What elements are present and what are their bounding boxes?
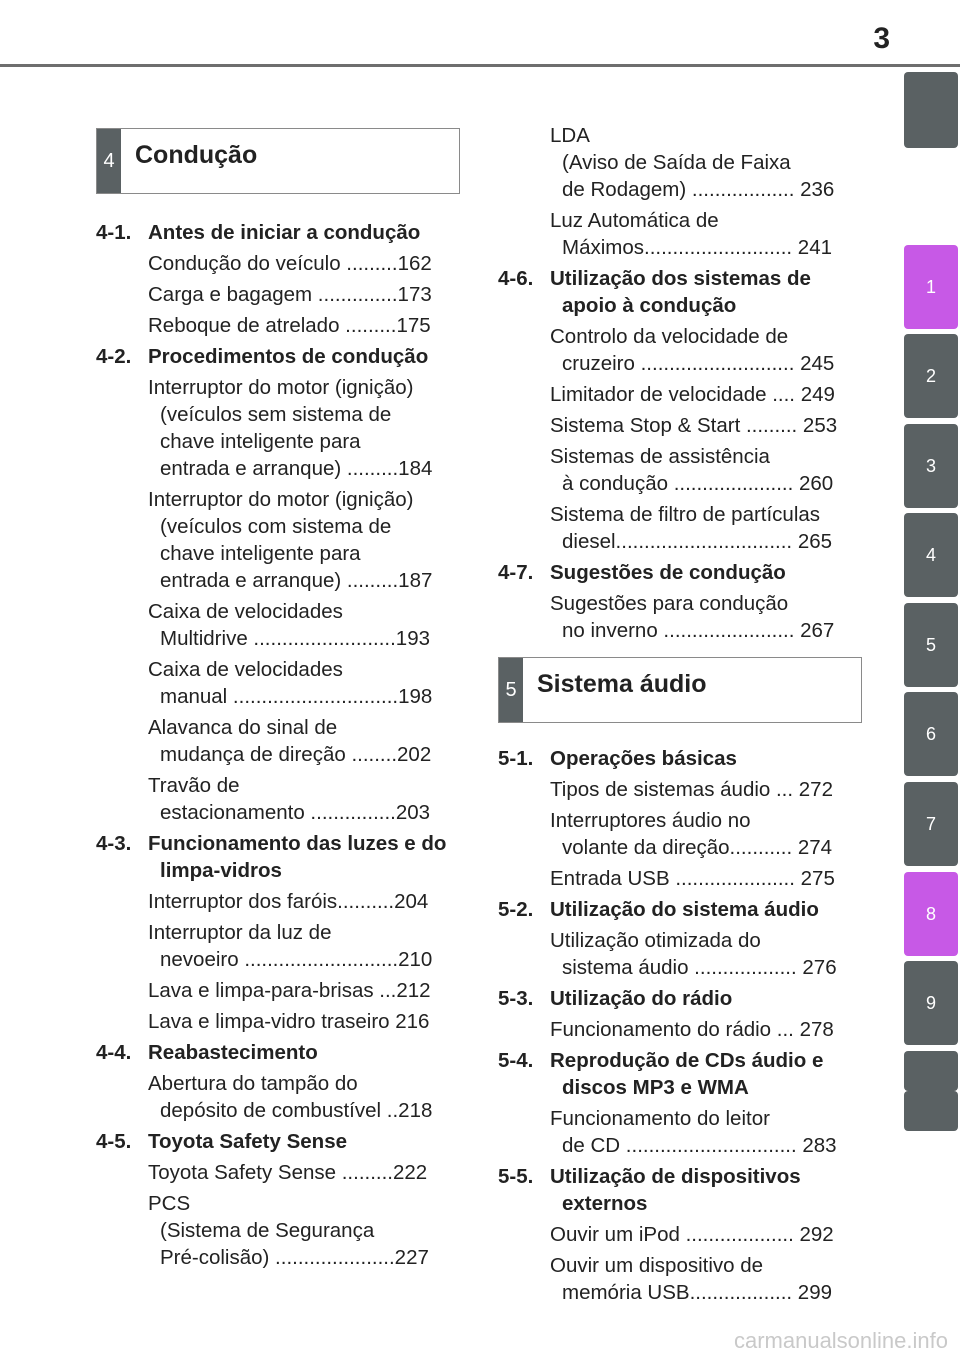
subsection-title-line: limpa-vidros (160, 859, 282, 882)
item-text-line: Máximos.......................... 241 (562, 236, 832, 259)
toc-item[interactable] (96, 888, 518, 915)
toc-item[interactable] (498, 1252, 910, 1306)
item-text-line: cruzeiro ........................... 245 (562, 352, 835, 375)
subsection-title-line: Reprodução de CDs áudio e (550, 1049, 824, 1072)
toc-subsection[interactable] (498, 559, 858, 586)
subsection-number: 5-5. (498, 1165, 534, 1188)
item-text-line: Funcionamento do leitor (550, 1107, 770, 1130)
toc-subsection[interactable] (96, 1128, 466, 1155)
subsection-number: 4-3. (96, 832, 132, 855)
item-text-line: Funcionamento do rádio ... 278 (550, 1018, 834, 1041)
item-text-line: de CD .............................. 283 (562, 1134, 837, 1157)
chapter-tab-5[interactable]: 5 (904, 603, 958, 687)
subsection-title-line: externos (562, 1192, 648, 1215)
toc-subsection[interactable] (498, 896, 858, 923)
subsection-title-line: Utilização do rádio (550, 987, 733, 1010)
toc-item[interactable] (498, 776, 910, 803)
item-text-line: depósito de combustível ..218 (160, 1099, 433, 1122)
toc-item[interactable] (96, 772, 518, 826)
chapter-tab-8[interactable]: 8 (904, 872, 958, 956)
chapter-tab-7[interactable]: 7 (904, 782, 958, 866)
item-text-line: Interruptor da luz de (148, 921, 332, 944)
toc-subsection[interactable] (498, 1047, 858, 1101)
item-text-line: Interruptor do motor (ignição) (148, 376, 414, 399)
toc-item[interactable] (498, 807, 910, 861)
item-text-line: Controlo da velocidade de (550, 325, 789, 348)
toc-item[interactable] (498, 323, 910, 377)
chapter-tab-1[interactable]: 1 (904, 245, 958, 329)
toc-item[interactable] (498, 1016, 910, 1043)
item-text-line: sistema áudio .................. 276 (562, 956, 837, 979)
section-title: Sistema áudio (537, 670, 707, 698)
toc-subsection[interactable] (96, 1039, 466, 1066)
item-text-line: mudança de direção ........202 (160, 743, 432, 766)
chapter-tab-blank[interactable] (904, 1051, 958, 1091)
item-text-line: Interruptor dos faróis..........204 (148, 890, 429, 913)
chapter-tab-4[interactable]: 4 (904, 513, 958, 597)
item-text-line: Ouvir um iPod ................... 292 (550, 1223, 834, 1246)
toc-item[interactable] (498, 1221, 910, 1248)
item-text-line: Reboque de atrelado .........175 (148, 314, 431, 337)
item-text-line: Caixa de velocidades (148, 600, 343, 623)
subsection-number: 5-2. (498, 898, 534, 921)
item-text-line: Ouvir um dispositivo de (550, 1254, 764, 1277)
subsection-title-line: apoio à condução (562, 294, 737, 317)
item-text-line: Caixa de velocidades (148, 658, 343, 681)
item-text-line: Pré-colisão) .....................227 (160, 1246, 429, 1269)
toc-item[interactable] (96, 312, 518, 339)
item-text-line: Lava e limpa-para-brisas ...212 (148, 979, 431, 1002)
subsection-number: 5-4. (498, 1049, 534, 1072)
subsection-title-line: Utilização de dispositivos (550, 1165, 801, 1188)
item-text-line: no inverno ....................... 267 (562, 619, 835, 642)
toc-item[interactable] (96, 977, 518, 1004)
toc-item[interactable] (498, 207, 910, 261)
item-text-line: (veículos com sistema de (160, 515, 392, 538)
item-text-line: Sugestões para condução (550, 592, 789, 615)
subsection-title-line: Utilização do sistema áudio (550, 898, 819, 921)
section-title: Condução (135, 141, 258, 169)
subsection-number: 4-7. (498, 561, 534, 584)
item-text-line: Abertura do tampão do (148, 1072, 358, 1095)
item-text-line: Limitador de velocidade .... 249 (550, 383, 835, 406)
watermark: carmanualsonline.info (733, 1328, 948, 1353)
section-number: 4 (97, 129, 121, 193)
item-text-line: manual .............................198 (160, 685, 433, 708)
item-text-line: Interruptores áudio no (550, 809, 751, 832)
item-text-line: entrada e arranque) .........187 (160, 569, 433, 592)
item-text-line: (Aviso de Saída de Faixa (562, 151, 791, 174)
item-text-line: Luz Automática de (550, 209, 719, 232)
item-text-line: (Sistema de Segurança (160, 1219, 375, 1242)
chapter-tab-2[interactable]: 2 (904, 334, 958, 418)
item-text-line: de Rodagem) .................. 236 (562, 178, 835, 201)
chapter-tab-6[interactable]: 6 (904, 692, 958, 776)
item-text-line: volante da direção........... 274 (562, 836, 833, 859)
toc-item[interactable] (498, 443, 910, 497)
item-text-line: chave inteligente para (160, 542, 361, 565)
toc-item[interactable] (96, 714, 518, 768)
item-text-line: Carga e bagagem ..............173 (148, 283, 432, 306)
toc-item[interactable] (498, 122, 910, 203)
toc-item[interactable] (96, 1190, 518, 1271)
toc-subsection[interactable] (498, 265, 858, 319)
section-header-conducao (96, 128, 460, 194)
item-text-line: PCS (148, 1192, 191, 1215)
subsection-title-line: Reabastecimento (148, 1041, 318, 1064)
toc-item[interactable] (498, 1105, 910, 1159)
item-text-line: Condução do veículo .........162 (148, 252, 432, 275)
toc-item[interactable] (498, 927, 910, 981)
subsection-number: 4-4. (96, 1041, 132, 1064)
item-text-line: Sistema de filtro de partículas (550, 503, 821, 526)
subsection-number: 4-6. (498, 267, 534, 290)
subsection-title-line: Sugestões de condução (550, 561, 786, 584)
chapter-tab-blank[interactable] (904, 72, 958, 148)
section-number: 5 (499, 658, 523, 722)
toc-item[interactable] (498, 865, 910, 892)
chapter-tab-9[interactable]: 9 (904, 961, 958, 1045)
chapter-tab-blank[interactable] (904, 1091, 958, 1131)
subsection-title-line: Utilização dos sistemas de (550, 267, 811, 290)
toc-subsection[interactable] (498, 745, 858, 772)
item-text-line: Tipos de sistemas áudio ... 272 (550, 778, 833, 801)
item-text-line: chave inteligente para (160, 430, 361, 453)
item-text-line: LDA (550, 124, 590, 147)
toc-subsection[interactable] (96, 219, 466, 246)
subsection-number: 4-1. (96, 221, 132, 244)
toc-item[interactable] (96, 656, 518, 710)
toc-item[interactable] (96, 598, 518, 652)
toc-item[interactable] (96, 486, 518, 594)
item-text-line: diesel............................... 265 (562, 530, 833, 553)
toc-subsection[interactable] (498, 1163, 858, 1217)
toc-item[interactable] (96, 250, 518, 277)
item-text-line: memória USB.................. 299 (562, 1281, 833, 1304)
page-number: 3 (873, 22, 890, 55)
item-text-line: Interruptor do motor (ignição) (148, 488, 414, 511)
subsection-title-line: Operações básicas (550, 747, 737, 770)
item-text-line: nevoeiro ...........................210 (160, 948, 433, 971)
item-text-line: Utilização otimizada do (550, 929, 761, 952)
subsection-title-line: Antes de iniciar a condução (148, 221, 421, 244)
toc-item[interactable] (498, 381, 910, 408)
item-text-line: Travão de (148, 774, 240, 797)
item-text-line: à condução ..................... 260 (562, 472, 834, 495)
toc-item[interactable] (96, 1159, 518, 1186)
toc-subsection[interactable] (96, 343, 466, 370)
item-text-line: Sistemas de assistência (550, 445, 770, 468)
toc-subsection[interactable] (498, 985, 858, 1012)
item-text-line: Alavanca do sinal de (148, 716, 338, 739)
item-text-line: Sistema Stop & Start ......... 253 (550, 414, 838, 437)
item-text-line: Multidrive .........................193 (160, 627, 431, 650)
subsection-title-line: Funcionamento das luzes e do (148, 832, 447, 855)
header-rule (0, 64, 960, 67)
chapter-tab-3[interactable]: 3 (904, 424, 958, 508)
toc-item[interactable] (498, 590, 910, 644)
item-text-line: Entrada USB ..................... 275 (550, 867, 835, 890)
subsection-title-line: Toyota Safety Sense (148, 1130, 347, 1153)
toc-item[interactable] (96, 374, 518, 482)
subsection-number: 5-1. (498, 747, 534, 770)
toc-item[interactable] (96, 919, 518, 973)
subsection-title-line: Procedimentos de condução (148, 345, 429, 368)
subsection-number: 5-3. (498, 987, 534, 1010)
section-header-sistema-audio (498, 657, 862, 723)
toc-item[interactable] (96, 281, 518, 308)
toc-item[interactable] (498, 501, 910, 555)
item-text-line: Toyota Safety Sense .........222 (148, 1161, 428, 1184)
subsection-title-line: discos MP3 e WMA (562, 1076, 749, 1099)
subsection-number: 4-5. (96, 1130, 132, 1153)
toc-item[interactable] (498, 412, 910, 439)
item-text-line: Lava e limpa-vidro traseiro 216 (148, 1010, 430, 1033)
item-text-line: (veículos sem sistema de (160, 403, 392, 426)
item-text-line: estacionamento ...............203 (160, 801, 431, 824)
toc-item[interactable] (96, 1008, 518, 1035)
subsection-number: 4-2. (96, 345, 132, 368)
toc-subsection[interactable] (96, 830, 466, 884)
item-text-line: entrada e arranque) .........184 (160, 457, 433, 480)
toc-item[interactable] (96, 1070, 518, 1124)
